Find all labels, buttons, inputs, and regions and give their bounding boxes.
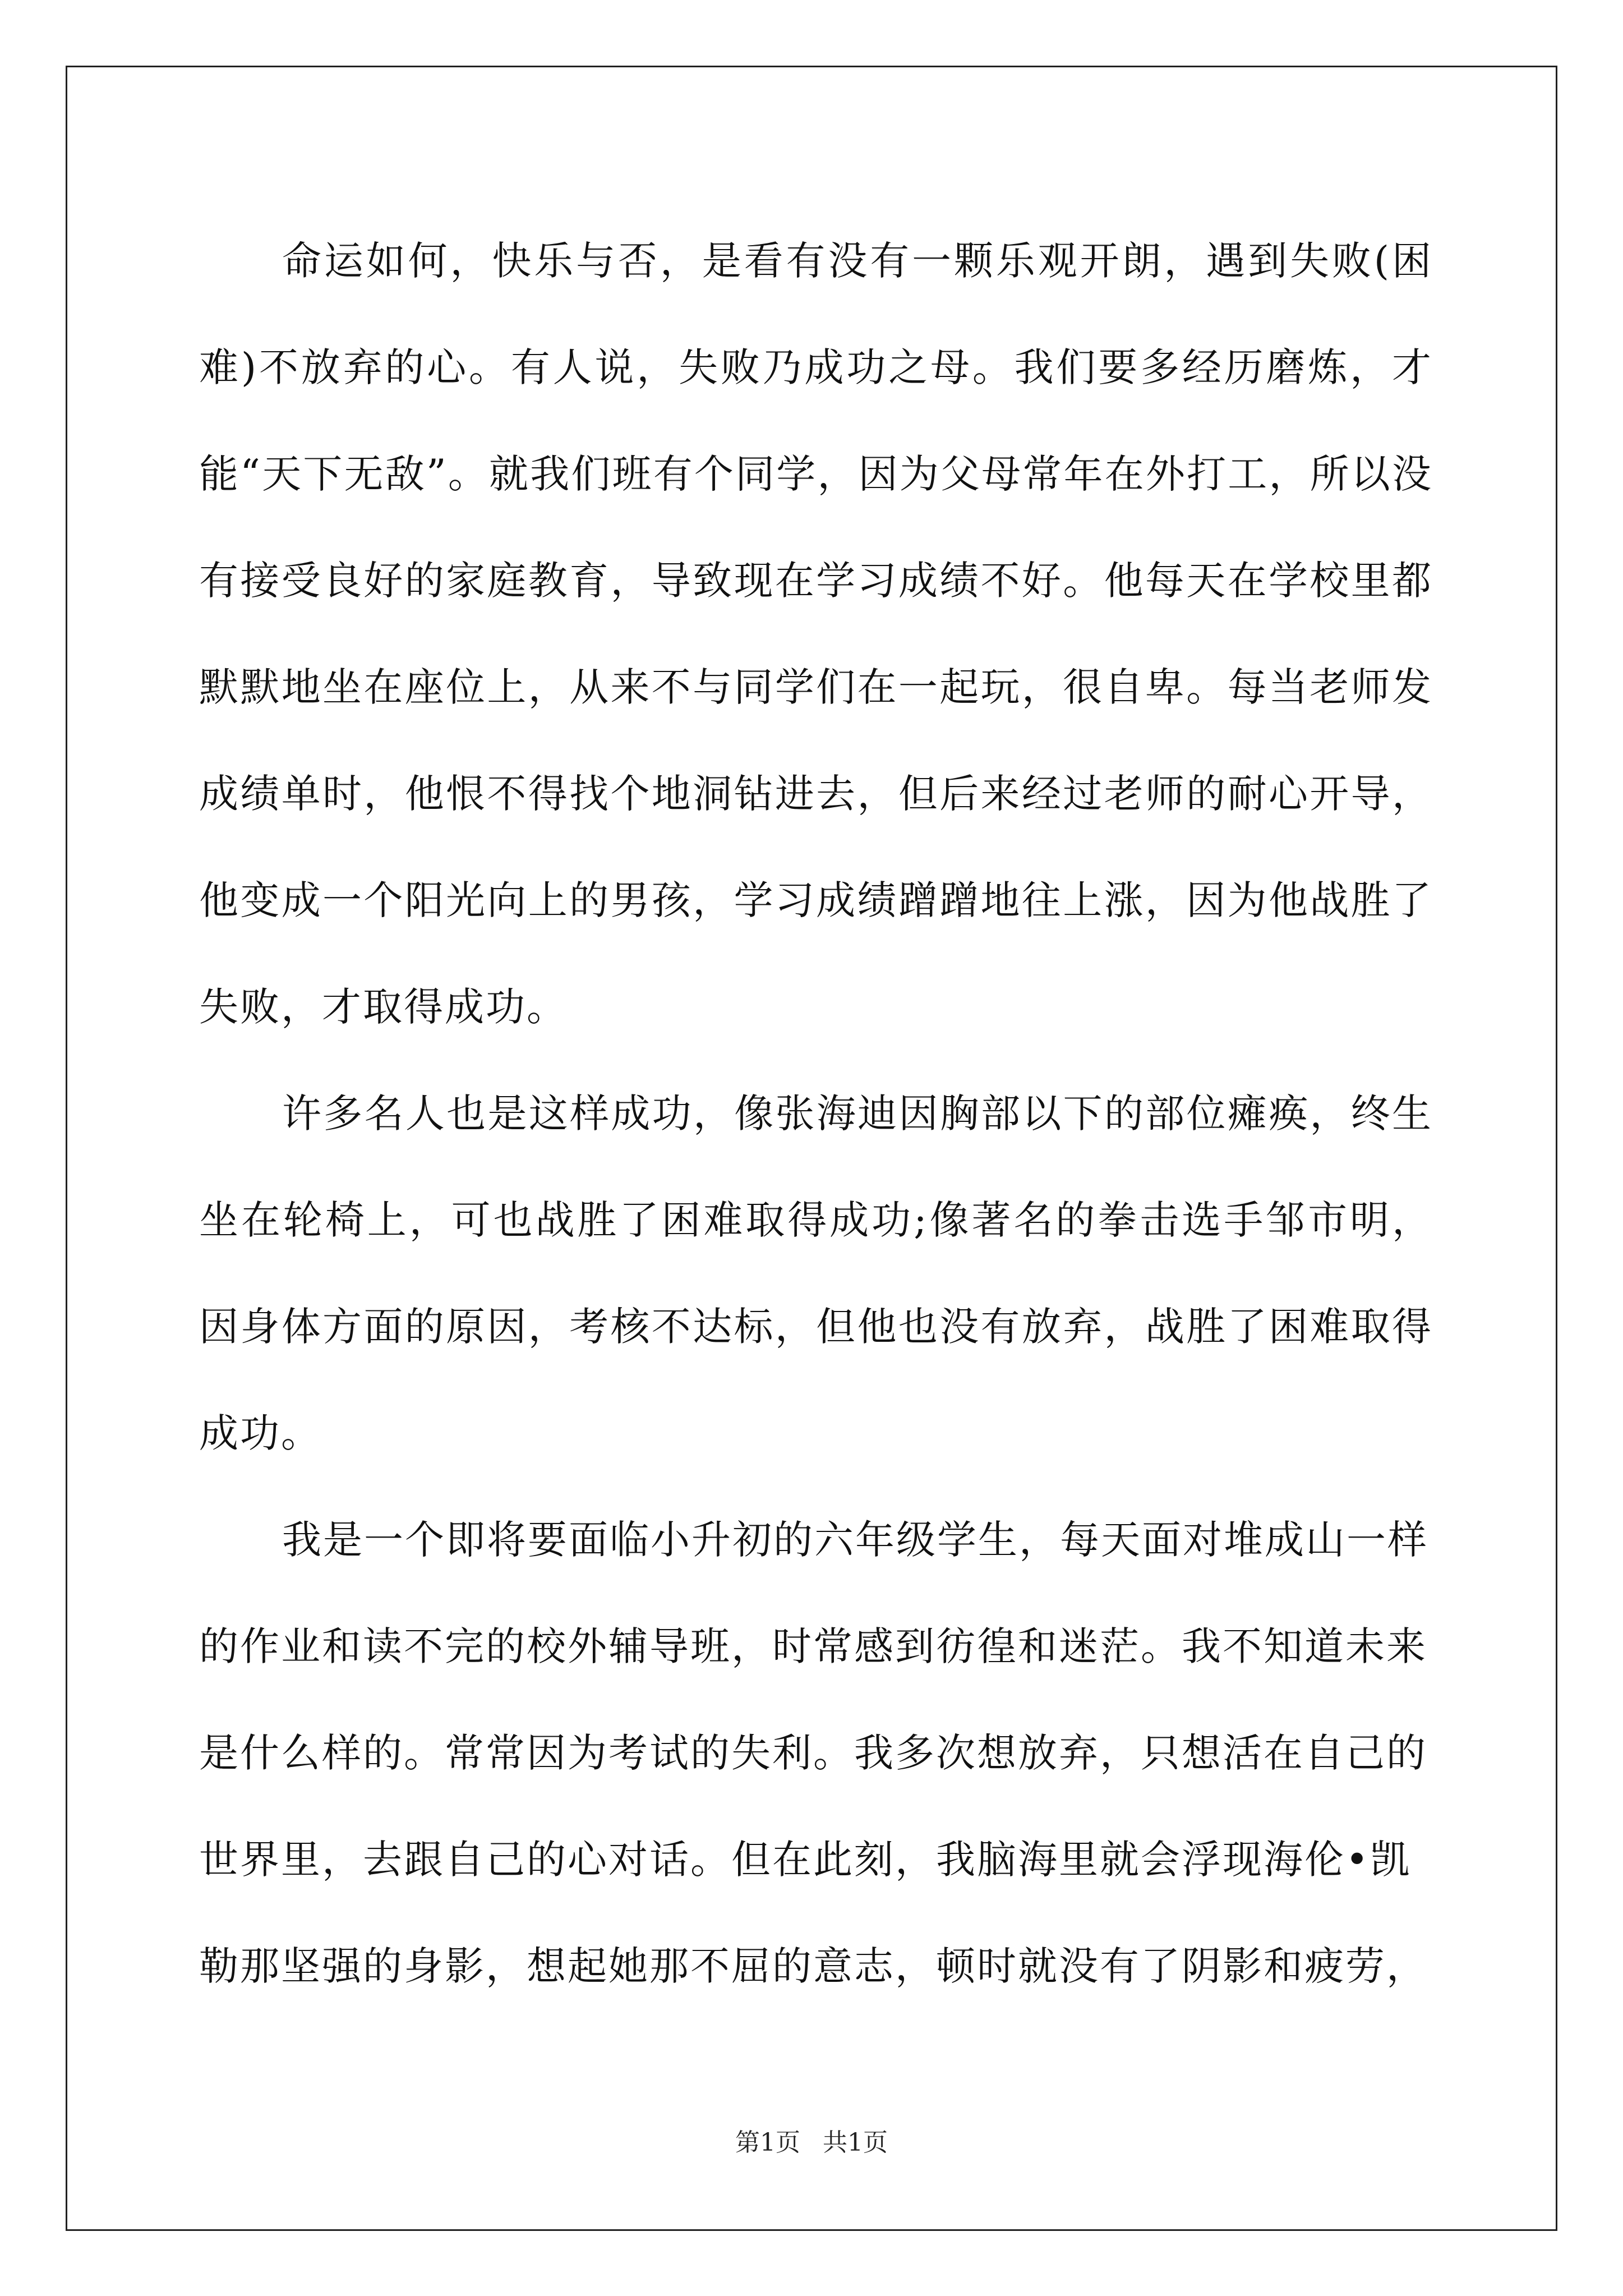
page-total: 共1页 <box>823 2128 888 2157</box>
paragraph-2: 许多名人也是这样成功，像张海迪因胸部以下的部位瘫痪，终生坐在轮椅上，可也战胜了困难取得成功;像著名的拳击选手邹市明，因身体方面的原因，考核不达标，但他也没有放弃，战胜了困难取得成功。 <box>199 1091 1433 1456</box>
page-number: 第1页 <box>735 2128 800 2157</box>
document-body <box>199 208 1433 2019</box>
page-footer <box>0 2126 1623 2160</box>
paragraph-1: 命运如何，快乐与否，是看有没有一颗乐观开朗，遇到失败(困难)不放弃的心。有人说，失败乃成功之母。我们要多经历磨炼，才能“天下无敌”。就我们班有个同学，因为父母常年在外打工，所以没有接受良好的家庭教育，导致现在学习成绩不好。他每天在学校里都默默地坐在座位上，从来不与同学们在一起玩，很自卑。每当老师发成绩单时，他恨不得找个地洞钻进去，但后来经过老师的耐心开导，他变成一个阳光向上的男孩，学习成绩蹭蹭地往上涨，因为他战胜了失败，才取得成功。 <box>199 238 1433 1030</box>
paragraph-3: 我是一个即将要面临小升初的六年级学生，每天面对堆成山一样的作业和读不完的校外辅导班，时常感到彷徨和迷茫。我不知道未来是什么样的。常常因为考试的失利。我多次想放弃，只想活在自己的世界里，去跟自己的心对话。但在此刻，我脑海里就会浮现海伦•凯勒那坚强的身影，想起她那不屈的意志，顿时就没有了阴影和疲劳， <box>199 1517 1428 1989</box>
